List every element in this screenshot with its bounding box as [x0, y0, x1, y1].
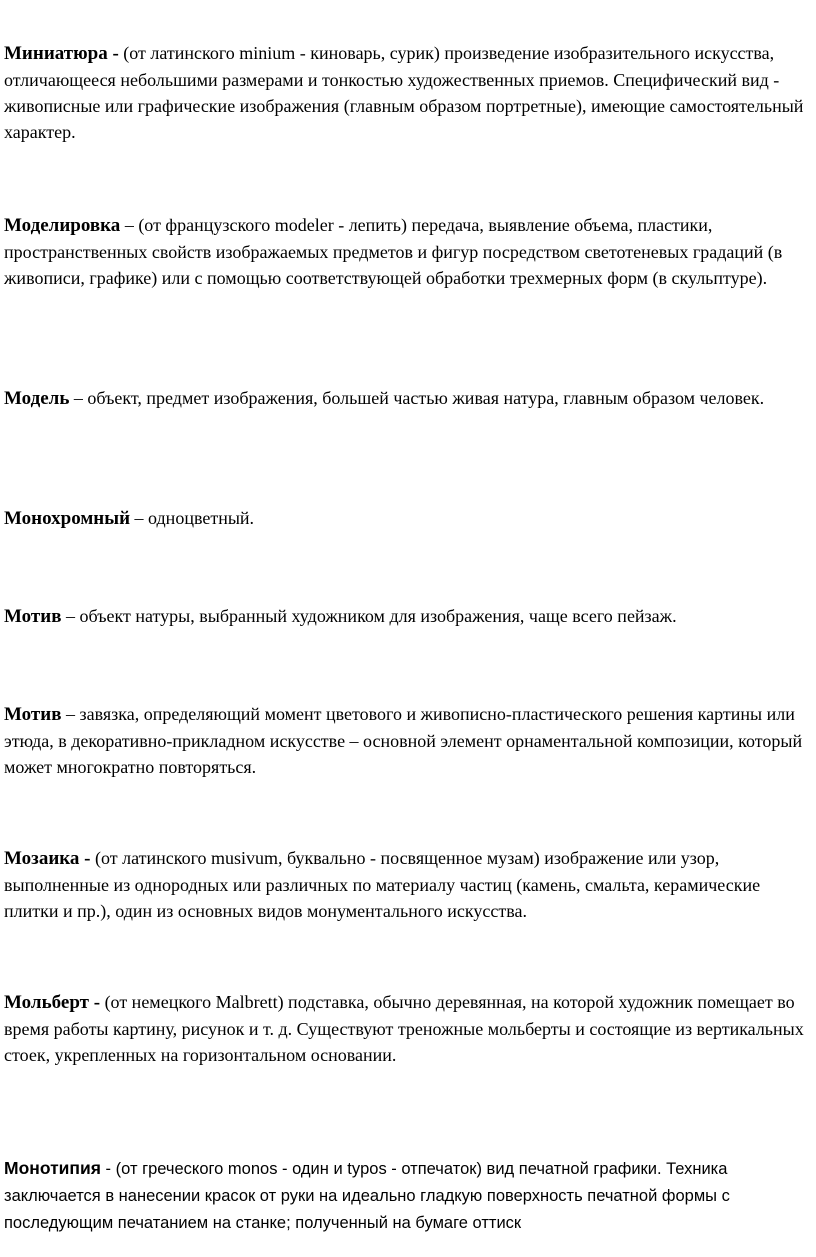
entry-monotipiya: [4, 1155, 812, 1237]
entry-term: Мотив: [4, 606, 62, 627]
entry-term: Модель: [4, 388, 70, 409]
entry-definition: – объект натуры, выбранный художником для изображения, чаще всего пейзаж.: [61, 606, 677, 626]
entry-term: Мозаика -: [4, 848, 91, 869]
entry-motiv-2: [4, 701, 812, 780]
entry-monokhromnyy: [4, 505, 812, 532]
entry-miniatyura: [4, 40, 812, 145]
entry-definition: (от немецкого Malbrett) подставка, обычно деревянная, на которой художник помещает во время работы картину, рисунок и т. д. Существуют треножные мольберты и состоящие из вертикальных стоек, укрепленных на горизонтальном основании.: [4, 992, 804, 1065]
entry-term: Моделировка: [4, 215, 121, 236]
entry-definition: (от латинского musivum, буквально - посвященное музам) изображение или узор, выполненные из однородных или различных по материалу частиц (камень, смальта, керамические плитки и пр.), один из основных видов монументального искусства.: [4, 848, 761, 921]
entry-term: Мольберт -: [4, 992, 101, 1013]
entry-molbert: [4, 989, 812, 1068]
entry-motiv-1: [4, 603, 812, 630]
entry-definition: – (от французского modeler - лепить) передача, выявление объема, пластики, пространственных свойств изображаемых предметов и фигур посредством светотеневых градаций (в живописи, графике) или с помощью соответствующей обработки трехмерных форм (в скульптуре).: [4, 215, 783, 288]
entry-term: Монохромный: [4, 508, 131, 529]
entry-term: Мотив: [4, 704, 62, 725]
entry-mozaika: [4, 845, 812, 924]
entry-definition: - (от греческого monos - один и typos - отпечаток) вид печатной графики. Техника заключается в нанесении красок от руки на идеально гладкую поверхность печатной формы с последующим печатанием на станке; полученный на бумаге оттиск: [4, 1160, 730, 1232]
entry-definition: – завязка, определяющий момент цветового и живописно-пластического решения картины или этюда, в декоративно-прикладном искусстве – основной элемент орнаментальной композиции, который может многократно повторяться.: [4, 704, 803, 777]
entry-model: [4, 385, 812, 412]
entry-modelirovka: [4, 212, 812, 291]
entry-definition: (от латинского minium - киноварь, сурик) произведение изобразительного искусства, отличающееся небольшими размерами и тонкостью художественных приемов. Специфический вид - живописные или графические изображения (главным образом портретные), имеющие самостоятельный характер.: [4, 43, 804, 142]
entry-definition: – объект, предмет изображения, большей частью живая натура, главным образом человек.: [69, 388, 765, 408]
entry-definition: – одноцветный.: [130, 508, 255, 528]
entry-term: Миниатюра -: [4, 43, 119, 64]
entry-term: Монотипия: [4, 1158, 101, 1178]
